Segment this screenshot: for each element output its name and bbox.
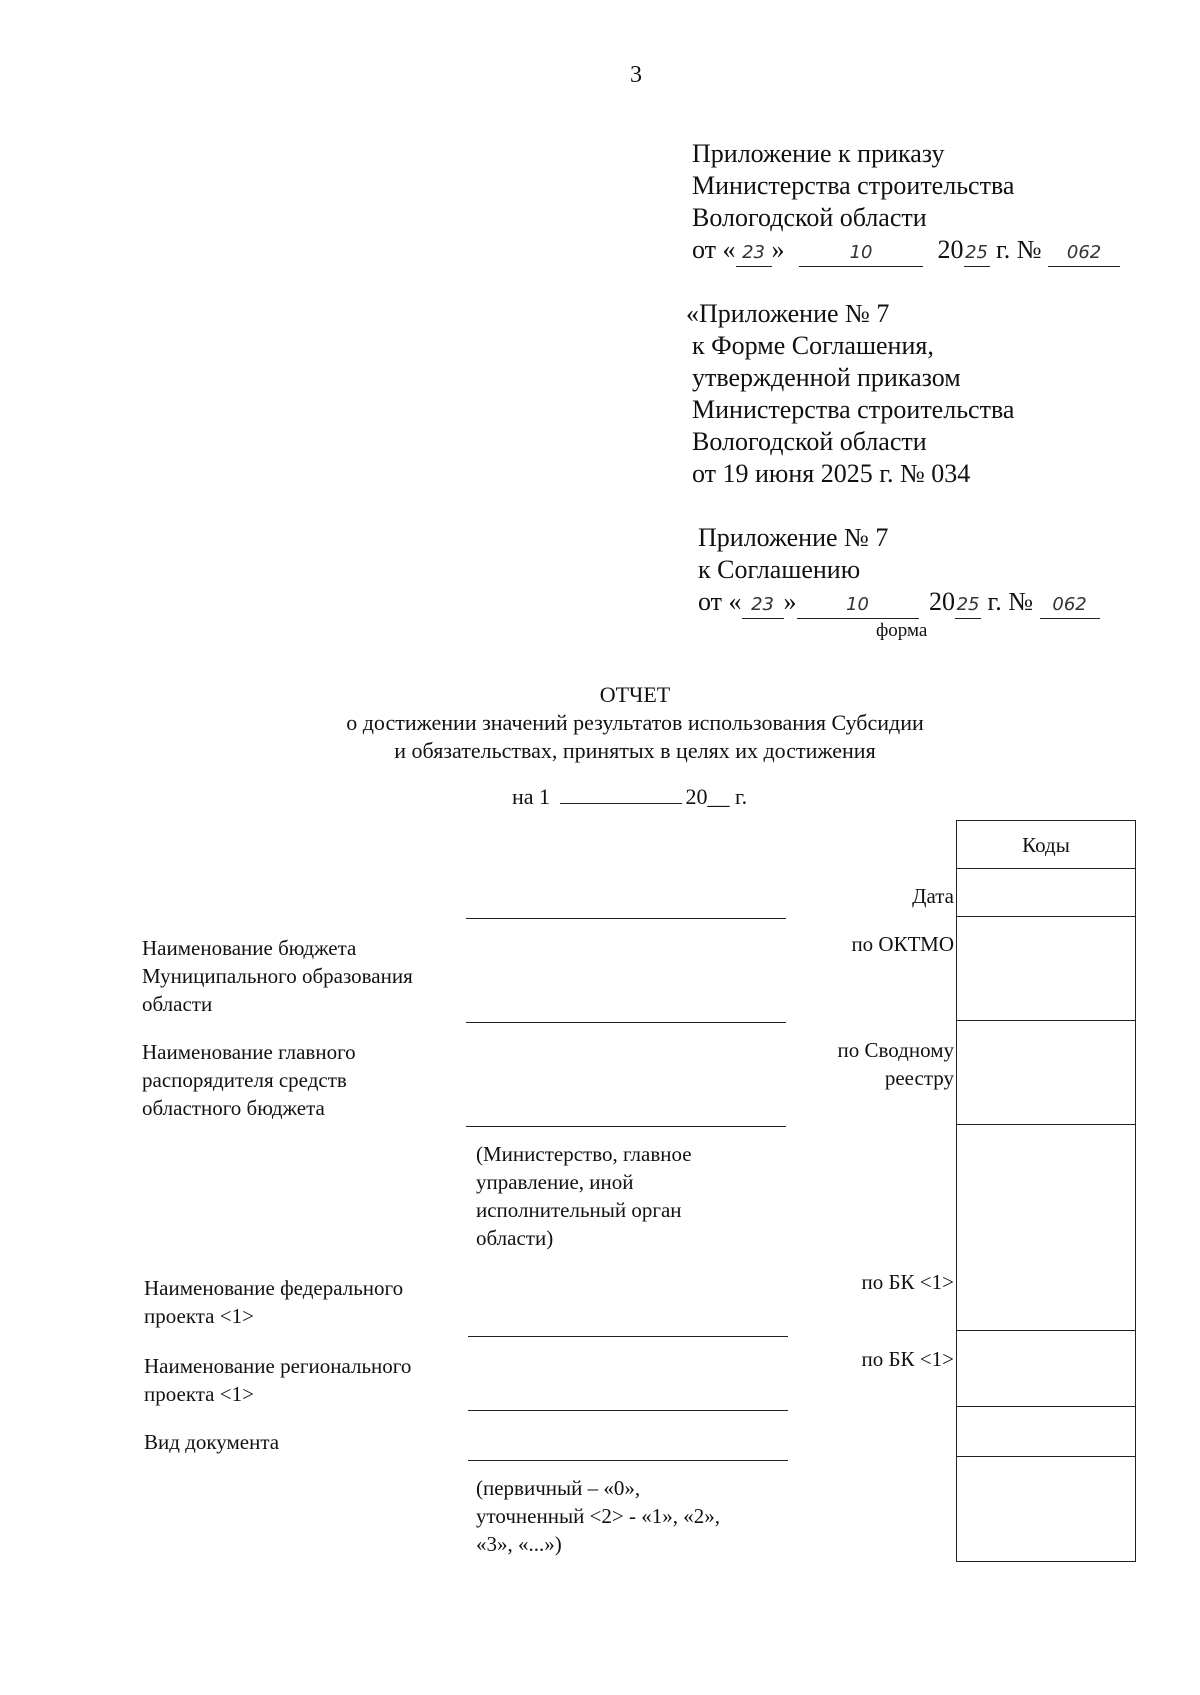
appendix-form-line: Вологодской области xyxy=(692,427,927,456)
federal-project-label xyxy=(144,1274,403,1330)
report-date-line xyxy=(512,784,747,810)
code-cell-doc-type[interactable] xyxy=(957,1407,1135,1457)
handwritten-year: 25 xyxy=(955,592,981,619)
code-cell-bk2[interactable] xyxy=(957,1331,1135,1407)
code-cell-oktmo[interactable] xyxy=(957,917,1135,1021)
date-prefix: на 1 xyxy=(512,784,551,809)
appendix-order-block xyxy=(692,138,1120,267)
bk1-label: по БК <1> xyxy=(861,1270,954,1294)
handwritten-month: 10 xyxy=(799,240,923,267)
appendix-order-date-line xyxy=(692,234,1120,267)
appendix-form-line: от 19 июня 2025 г. № 034 xyxy=(692,459,971,488)
report-title: ОТЧЕТ xyxy=(599,682,671,707)
appendix-order-line: Министерства строительства xyxy=(692,171,1015,200)
year-prefix: 20 xyxy=(937,235,964,264)
ministry-note xyxy=(476,1140,692,1252)
report-subtitle: о достижении значений результатов использования Субсидии xyxy=(346,710,924,735)
appendix-order-line: Приложение к приказу xyxy=(692,139,945,168)
appendix-agreement-date-line xyxy=(698,586,1100,619)
oktmo-label: по ОКТМО xyxy=(851,932,954,956)
doc-note-line: уточненный <2> - «1», «2», xyxy=(476,1504,720,1528)
code-cell-bk1[interactable] xyxy=(957,1125,1135,1331)
form-label: форма xyxy=(876,620,928,641)
bk2-label: по БК <1> xyxy=(861,1347,954,1371)
code-cell-svodny[interactable] xyxy=(957,1021,1135,1125)
ministry-note-line: (Министерство, главное xyxy=(476,1142,692,1166)
appendix-form-line: к Форме Соглашения, xyxy=(692,331,934,360)
handwritten-month: 10 xyxy=(797,592,919,619)
code-cell-date[interactable] xyxy=(957,869,1135,917)
doc-note-line: (первичный – «0», xyxy=(476,1476,641,1500)
ministry-note-line: исполнительный орган xyxy=(476,1198,682,1222)
federal-project-line: Наименование федерального xyxy=(144,1276,404,1300)
quote-close: » xyxy=(783,587,797,616)
svodny-label xyxy=(838,1036,954,1092)
year-prefix: 20 xyxy=(929,587,956,616)
main-manager-line: Наименование главного xyxy=(142,1040,356,1064)
appendix-order-line: Вологодской области xyxy=(692,203,927,232)
appendix-form-block xyxy=(686,298,1014,490)
date-fill-line[interactable] xyxy=(466,918,786,919)
appendix-agreement-line: Приложение № 7 xyxy=(698,523,889,552)
from-label: от « xyxy=(692,235,736,264)
federal-project-line: проекта <1> xyxy=(144,1304,254,1328)
regional-project-fill-line[interactable] xyxy=(468,1410,788,1411)
handwritten-day: 23 xyxy=(736,240,772,267)
budget-name-label xyxy=(142,934,413,1018)
report-subtitle: и обязательствах, принятых в целях их достижения xyxy=(394,738,876,763)
codes-header: Коды xyxy=(957,821,1135,869)
main-manager-line: распорядителя средств xyxy=(142,1068,347,1092)
appendix-form-line: Министерства строительства xyxy=(692,395,1015,424)
regional-project-label xyxy=(144,1352,411,1408)
appendix-form-line: утвержденной приказом xyxy=(692,363,961,392)
code-cell-empty[interactable] xyxy=(957,1457,1135,1561)
appendix-form-line: «Приложение № 7 xyxy=(686,299,890,328)
quote-close: » xyxy=(771,235,785,264)
ministry-note-line: области) xyxy=(476,1226,554,1250)
date-blank[interactable] xyxy=(560,803,682,804)
manager-fill-line[interactable] xyxy=(466,1126,786,1127)
appendix-agreement-block xyxy=(698,522,1100,619)
svodny-line: реестру xyxy=(884,1066,954,1090)
year-word: г. № xyxy=(987,587,1034,616)
federal-project-fill-line[interactable] xyxy=(468,1336,788,1337)
doc-type-label: Вид документа xyxy=(144,1430,280,1454)
date-year: 20__ г. xyxy=(685,784,748,809)
doc-note-line: «3», «...») xyxy=(476,1532,562,1556)
regional-project-line: Наименование регионального xyxy=(144,1354,412,1378)
budget-fill-line[interactable] xyxy=(466,1022,786,1023)
budget-name-line: Муниципального образования xyxy=(142,964,413,988)
svodny-line: по Сводному xyxy=(837,1038,954,1062)
doc-type-note xyxy=(476,1474,720,1558)
appendix-agreement-line: к Соглашению xyxy=(698,555,861,584)
handwritten-number: 062 xyxy=(1048,240,1120,267)
codes-table xyxy=(956,820,1136,1562)
budget-name-line: Наименование бюджета xyxy=(142,936,357,960)
regional-project-line: проекта <1> xyxy=(144,1382,254,1406)
ministry-note-line: управление, иной xyxy=(476,1170,634,1194)
year-word: г. № xyxy=(996,235,1042,264)
handwritten-number: 062 xyxy=(1040,592,1100,619)
page-number: 3 xyxy=(630,62,642,88)
doc-type-fill-line[interactable] xyxy=(468,1460,788,1461)
main-manager-line: областного бюджета xyxy=(142,1096,325,1120)
from-label: от « xyxy=(698,587,742,616)
budget-name-line: области xyxy=(142,992,213,1016)
handwritten-day: 23 xyxy=(742,592,784,619)
handwritten-year: 25 xyxy=(964,240,990,267)
date-code-label: Дата xyxy=(912,884,954,908)
main-manager-label xyxy=(142,1038,356,1122)
